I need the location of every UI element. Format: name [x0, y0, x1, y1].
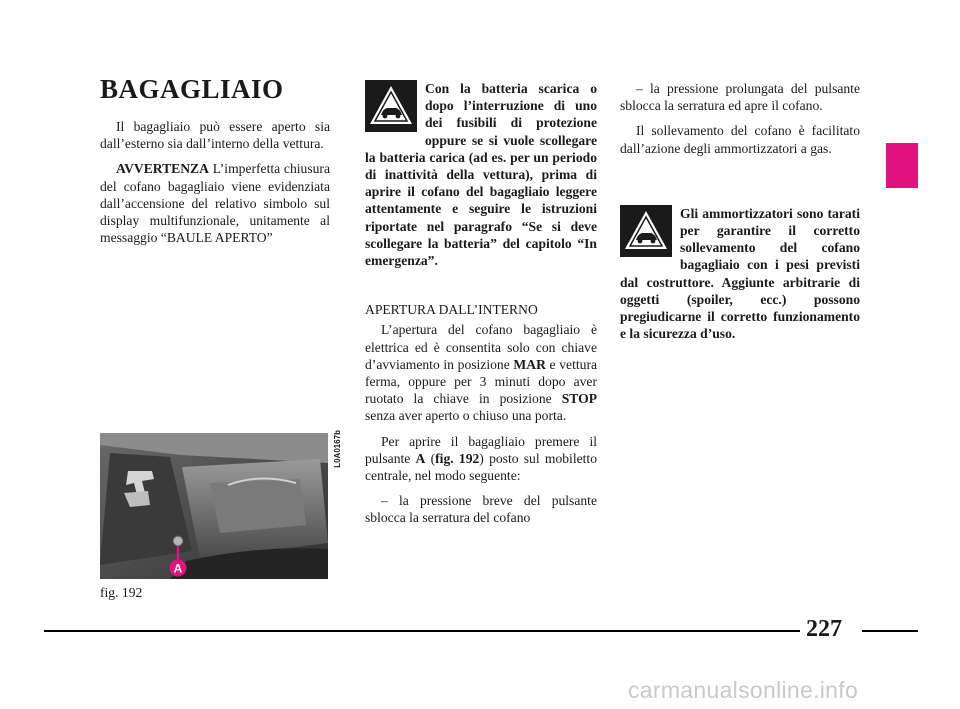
- struts-warning: [620, 205, 860, 343]
- opening-text-c: senza aver aperto o chiuso una porta.: [365, 408, 567, 424]
- footer-rule-right: [862, 630, 918, 632]
- figure-caption: fig. 192: [100, 585, 143, 600]
- avvertenza-label: AVVERTENZA: [116, 161, 209, 177]
- warning-triangle-icon: [620, 205, 672, 257]
- struts-warning-text: Gli ammortizzatori sono tarati per garantire il corretto sollevamento del cofano bagagliaio con i pesi previsti dal costruttore. Aggiunte arbitrarie di oggetti (spoiler, ecc.) possono pregiudicarne il corretto funzionamento e la sicurezza d’uso.: [620, 205, 860, 342]
- key-position-stop: STOP: [561, 391, 597, 407]
- avvertenza-text: L’imperfetta chiusura del cofano bagagliaio viene evidenziata dall’accensione del relativo simbolo sul display multifunzionale, unitamente al messaggio “BAULE APERTO”: [100, 161, 330, 246]
- short-press-paragraph: – la pressione breve del pulsante sblocca la serratura del cofano: [365, 493, 597, 526]
- button-text-c: ) posto sul mobiletto centrale, nel modo seguente:: [365, 450, 597, 484]
- figure-code: L0A0167b: [333, 430, 342, 468]
- watermark: carmanualsonline.info: [628, 677, 859, 703]
- avvertenza-paragraph: [100, 160, 330, 246]
- footer-rule-left: [44, 630, 800, 632]
- callout-label-a: A: [173, 561, 183, 576]
- long-press-paragraph: – la pressione prolungata del pulsante sblocca la serratura ed apre il cofano.: [620, 81, 860, 114]
- right-column: [620, 80, 860, 342]
- key-position-mar: MAR: [513, 356, 546, 372]
- gas-struts-paragraph: Il sollevamento del cofano è facilitato dall’azione degli ammortizzatori a gas.: [620, 123, 860, 156]
- section-heading: APERTURA DALL’INTERNO: [365, 302, 538, 318]
- chapter-tab: [886, 143, 918, 188]
- button-label-a: A: [415, 450, 426, 466]
- intro-paragraph: Il bagagliaio può essere aperto sia dall’esterno sia dall’interno della vettura.: [100, 119, 330, 152]
- opening-conditions-paragraph: [365, 321, 597, 424]
- console-photo: [100, 433, 328, 579]
- opening-text-b: e vettura ferma, oppure per 3 minuti dopo aver ruotato la chiave in posizione: [365, 356, 597, 407]
- button-instructions-paragraph: [365, 433, 597, 485]
- page-number: 227: [806, 616, 842, 642]
- middle-column: [365, 80, 597, 527]
- battery-warning-text: Con la batteria scarica o dopo l’interruzione di uno dei fusibili di protezione oppure se si vuole scollegare la batteria carica (ad es. per un periodo di inattività della vettura), prima di aprire il cofano del bagagliaio leggere attentamente e seguire le istruzioni riportate nel paragrafo “Se si deve scollegare la batteria” del capitolo “In emergenza”.: [365, 81, 597, 269]
- intro-column: [100, 118, 330, 246]
- page-title: BAGAGLIAIO: [100, 74, 284, 104]
- opening-text-a: L’apertura del cofano bagagliaio è elettrica ed è consentita solo con chiave d’avviamento in posizione: [365, 322, 597, 372]
- button-text-a: Per aprire il bagagliaio premere il pulsante: [365, 433, 597, 466]
- battery-warning: [365, 80, 597, 269]
- warning-triangle-icon: [365, 80, 417, 132]
- button-text-b: (: [425, 450, 436, 466]
- figure-reference: fig. 192: [435, 450, 480, 466]
